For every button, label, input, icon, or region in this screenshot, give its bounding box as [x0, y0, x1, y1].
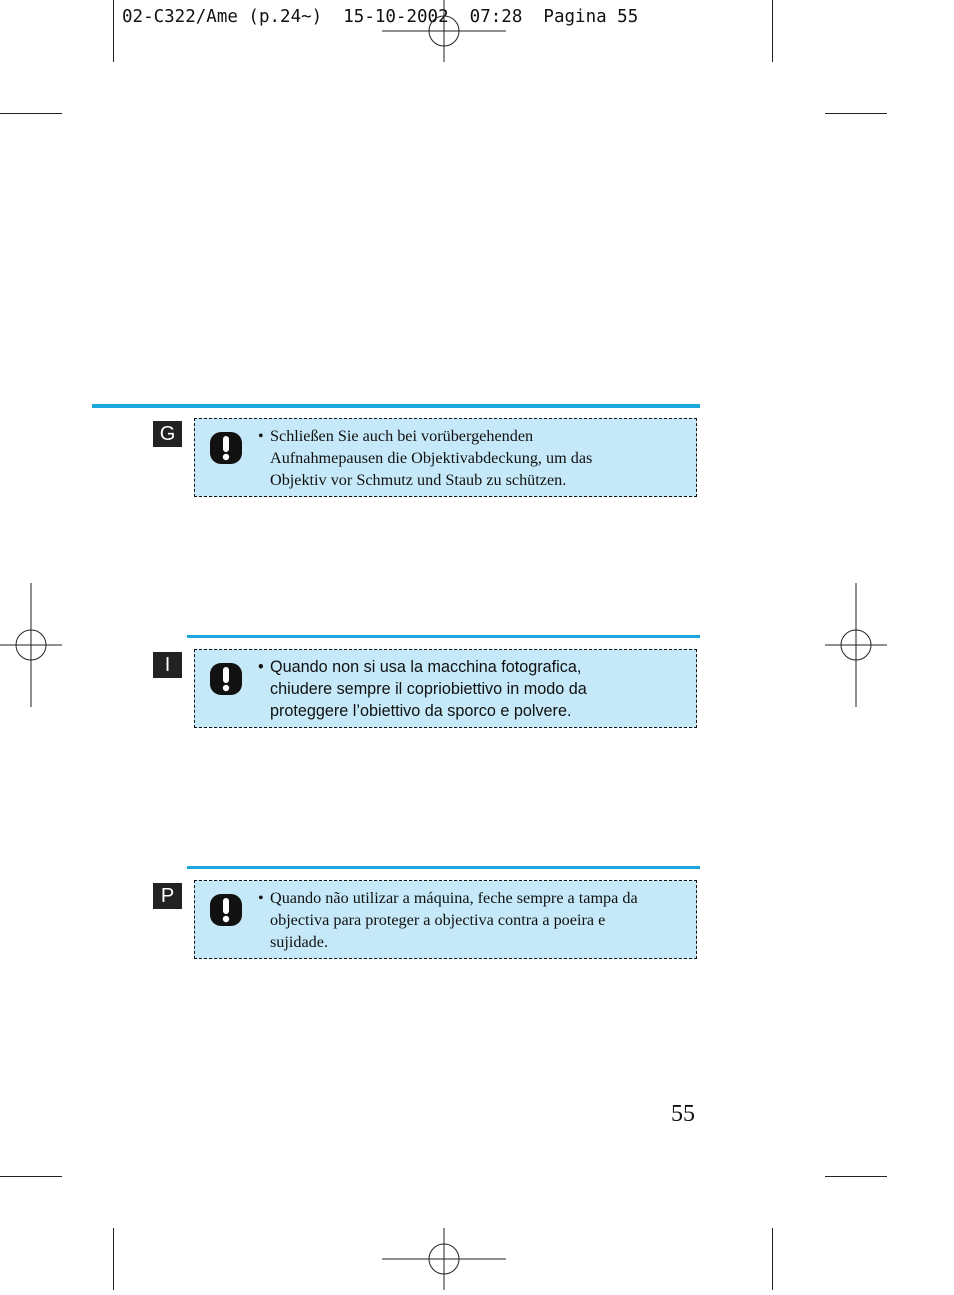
- registration-mark-icon: [0, 583, 62, 707]
- caution-icon: [209, 431, 243, 465]
- registration-mark-icon: [382, 0, 506, 62]
- crop-mark: [825, 1176, 887, 1177]
- section-rule: [92, 404, 700, 408]
- note-line: chiudere sempre il copriobiettivo in modo da: [270, 680, 587, 698]
- caution-note-box: [194, 880, 697, 959]
- page-number: 55: [671, 1101, 695, 1127]
- print-slug: 02-C322/Ame (p.24~) 15-10-2002 07:28 Pagina 55: [122, 7, 639, 27]
- language-badge-p: P: [153, 883, 182, 909]
- note-line: Aufnahmepausen die Objektivabdeckung, um das: [270, 449, 593, 467]
- note-line: objectiva para proteger a objectiva contra a poeira e: [270, 911, 606, 929]
- crop-mark: [113, 0, 114, 62]
- note-line: Schließen Sie auch bei vorübergehenden: [270, 427, 534, 445]
- caution-note-text: [258, 656, 694, 722]
- caution-note-text: [258, 425, 694, 491]
- registration-mark-icon: [825, 583, 887, 707]
- note-line: sujidade.: [270, 933, 328, 951]
- bullet: •: [258, 889, 264, 907]
- section-rule: [187, 635, 700, 638]
- section-rule: [187, 866, 700, 869]
- crop-mark: [772, 1228, 773, 1290]
- bullet: •: [258, 427, 264, 445]
- caution-icon: [209, 893, 243, 927]
- bullet: •: [258, 658, 264, 676]
- caution-note-box: [194, 418, 697, 497]
- crop-mark: [0, 1176, 62, 1177]
- language-badge-g: G: [153, 421, 182, 447]
- note-line: Quando não utilizar a máquina, feche sempre a tampa da: [270, 889, 638, 907]
- note-line: Quando non si usa la macchina fotografica,: [270, 658, 582, 676]
- crop-mark: [772, 0, 773, 62]
- note-line: proteggere l’obiettivo da sporco e polvere.: [270, 702, 572, 720]
- caution-note-box: [194, 649, 697, 728]
- caution-note-text: [258, 887, 694, 953]
- language-badge-i: I: [153, 652, 182, 678]
- crop-mark: [0, 113, 62, 114]
- note-line: Objektiv vor Schmutz und Staub zu schützen.: [270, 471, 567, 489]
- crop-mark: [825, 113, 887, 114]
- registration-mark-icon: [382, 1228, 506, 1290]
- crop-mark: [113, 1228, 114, 1290]
- caution-icon: [209, 662, 243, 696]
